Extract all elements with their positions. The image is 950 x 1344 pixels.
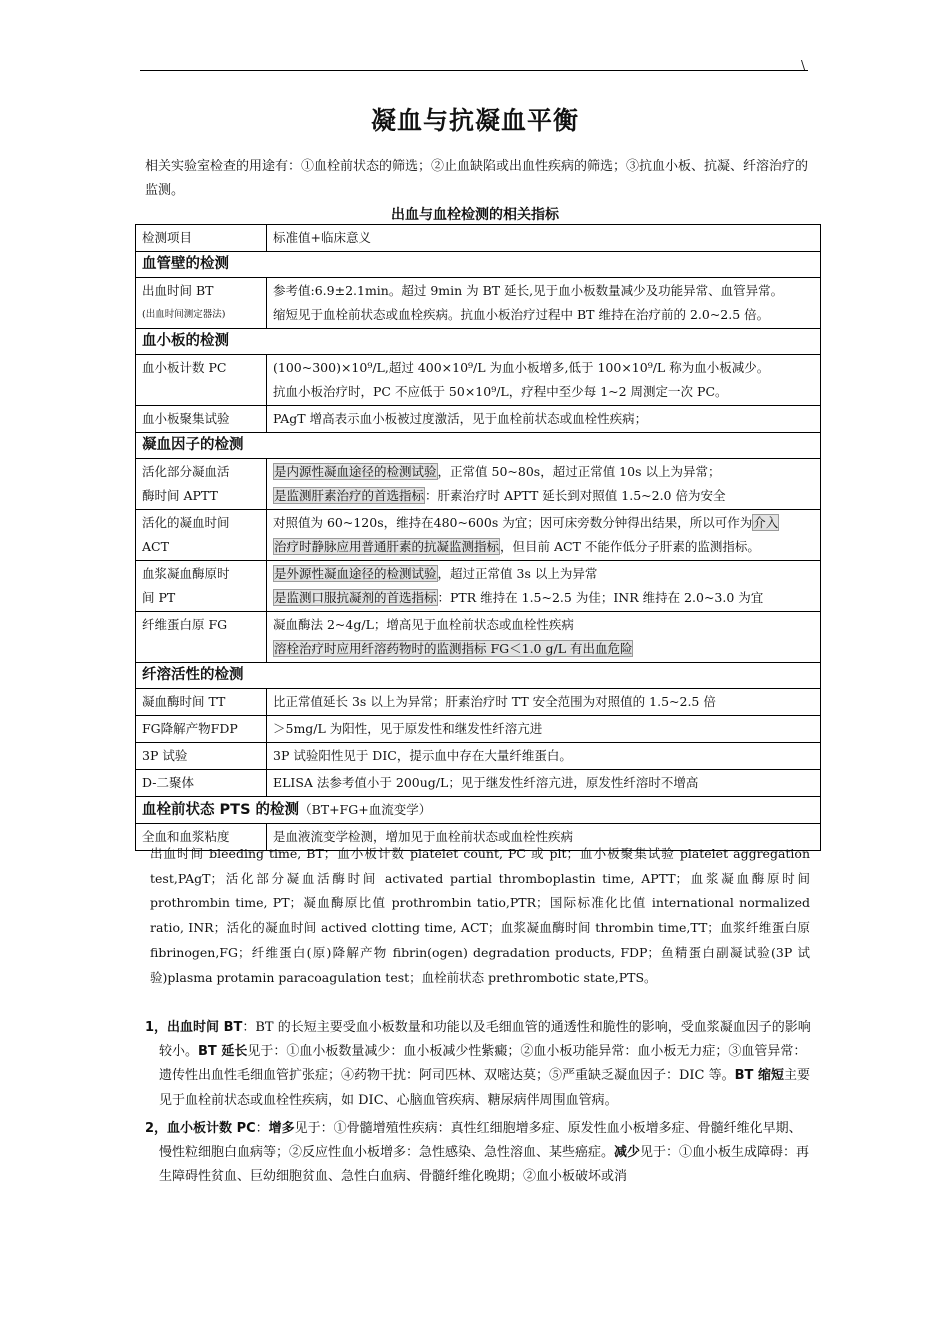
note-item <box>145 1016 813 1113</box>
section-subtitle: （BT+FG+血流变学） <box>299 802 432 817</box>
test-name-cell <box>136 510 267 561</box>
abbreviations-paragraph: 出血时间 bleeding time, BT；血小板计数 platelet count, PC 或 plt；血小板聚集试验 platelet aggregation test,PAgT；活化部分凝血活酶时间 activated partial thromboplastin time, APTT；血浆凝血酶原时间 prothrombin time, PT；凝血酶原比值 prothrombin tatio,PTR；国际标准化比值 international normalized ratio, INR；活化的凝血时间 actived clotting time, ACT；血浆凝血酶时间 thrombin time,TT；血浆纤维蛋白原 fibrinogen,FG；纤维蛋白(原)降解产物 fibrin(ogen) degradation products, FDP；鱼精蛋白副凝试验(3P 试验)plasma protamin paracoagulation test；血栓前状态 prethrombotic state,PTS。 <box>150 846 810 985</box>
test-name-line: 活化的凝血时间 <box>142 515 230 530</box>
test-value-cell <box>267 561 821 612</box>
test-name: 出血时间 BT <box>142 283 214 298</box>
highlighted-text: 是外源性凝血途径的检测试验 <box>274 566 437 581</box>
value-line: (100~300)×10⁹/L,超过 400×10⁹/L 为血小板增多,低于 100×10⁹/L 称为血小板减少。 <box>273 360 770 375</box>
value-text: ，正常值 50~80s，超过正常值 10s 以上为异常； <box>437 464 721 479</box>
highlighted-text: 是监测口服抗凝剂的首选指标 <box>274 590 437 605</box>
section-row <box>136 663 821 689</box>
value-line: 缩短见于血栓前状态或血栓疾病。抗血小板治疗过程中 BT 维持在治疗前的 2.0~2.5 倍。 <box>273 307 770 322</box>
note-label: 1，出血时间 BT <box>145 1020 243 1035</box>
section-row <box>136 329 821 355</box>
table-row <box>136 743 821 770</box>
note-text: 见于：①骨髓增殖性疾病：真性红细胞增多症、原发性血小板增多症、骨髓纤维化早期、慢性粒细胞白血病等；②反应性血小板增多：急性感染、急性溶血、某些癌症。 <box>159 1120 802 1161</box>
page-title: 凝血与抗凝血平衡 <box>370 106 579 135</box>
value-line <box>273 511 814 535</box>
table-row <box>136 406 821 433</box>
test-name: 全血和血浆粘度 <box>136 824 267 851</box>
section-title: 血栓前状态 PTS 的检测 <box>142 802 300 818</box>
test-name-line: 活化部分凝血活 <box>142 464 230 479</box>
value-text: ，但目前 ACT 不能作低分子肝素的监测指标。 <box>500 539 760 554</box>
table-row <box>136 689 821 716</box>
test-method-note: (出血时间测定器法) <box>142 309 226 320</box>
note-label: 减少 <box>614 1145 641 1161</box>
section-row <box>136 797 821 824</box>
highlighted-text: 是内源性凝血途径的检测试验 <box>274 464 437 479</box>
test-value-cell <box>267 612 821 663</box>
test-name: 凝血酶时间 TT <box>136 689 267 716</box>
note-label: 增多 <box>268 1120 295 1136</box>
header-rule <box>140 70 808 71</box>
test-value-cell <box>267 510 821 561</box>
note-item <box>145 1117 813 1190</box>
value-line <box>273 484 814 508</box>
highlighted-text: 溶栓治疗时应用纤溶药物时的监测指标 FG＜1.0 g/L 有出血危险 <box>274 641 633 656</box>
value-text: ：肝素治疗时 APTT 延长到对照值 1.5~2.0 倍为安全 <box>425 488 726 503</box>
value-line <box>273 562 814 586</box>
test-name-cell <box>136 278 267 329</box>
value-text: ，超过正常值 3s 以上为异常 <box>437 566 598 581</box>
test-value: 3P 试验阳性见于 DIC，提示血中存在大量纤维蛋白。 <box>267 743 821 770</box>
value-line: 参考值:6.9±2.1min。超过 9min 为 BT 延长,见于血小板数量减少及功能异常、血管异常。 <box>273 283 784 298</box>
table-row <box>136 561 821 612</box>
test-name: D-二聚体 <box>136 770 267 797</box>
note-text: ： <box>255 1120 269 1136</box>
highlighted-text: 介入 <box>753 515 779 530</box>
value-text: ：PTR 维持在 1.5~2.5 为佳；INR 维持在 2.0~3.0 为宜 <box>437 590 764 605</box>
section-row <box>136 433 821 459</box>
test-name-line: 血浆凝血酶原时 <box>142 566 230 581</box>
test-value-cell <box>267 278 821 329</box>
section-title: 血管壁的检测 <box>136 252 821 278</box>
column-header: 标准值+临床意义 <box>267 225 821 252</box>
section-title-cell <box>136 797 821 824</box>
highlighted-text: 治疗时静脉应用普通肝素的抗凝监测指标 <box>274 539 500 554</box>
note-text: 见于：①血小板生成障碍：再生障碍性贫血、巨幼细胞贫血、急性白血病、骨髓纤维化晚期；②血小板破坏或消 <box>159 1145 810 1185</box>
value-line <box>273 586 814 610</box>
test-name-line: 间 PT <box>142 590 176 605</box>
section-row <box>136 252 821 278</box>
test-name: 3P 试验 <box>136 743 267 770</box>
table-row <box>136 716 821 743</box>
table-row <box>136 459 821 510</box>
table-row <box>136 278 821 329</box>
value-line <box>273 460 814 484</box>
test-value-cell <box>267 355 821 406</box>
table-row <box>136 612 821 663</box>
test-value: PAgT 增高表示血小板被过度激活，见于血栓前状态或血栓性疾病； <box>267 406 821 433</box>
column-header: 检测项目 <box>136 225 267 252</box>
table-row <box>136 770 821 797</box>
table-row <box>136 355 821 406</box>
table-row <box>136 510 821 561</box>
test-name: 血小板计数 PC <box>136 355 267 406</box>
numbered-notes <box>145 1016 813 1193</box>
indicator-table <box>135 224 821 851</box>
test-name-cell <box>136 459 267 510</box>
test-value: ELISA 法参考值小于 200ug/L；见于继发性纤溶亢进，原发性纤溶时不增高 <box>267 770 821 797</box>
test-value-cell <box>267 459 821 510</box>
value-text: 对照值为 60~120s，维持在480~600s 为宜；因可床旁数分钟得出结果，所以可作为 <box>273 515 753 530</box>
header-mark: \ <box>801 58 806 72</box>
test-name: FG降解产物FDP <box>136 716 267 743</box>
section-title: 凝血因子的检测 <box>136 433 821 459</box>
highlighted-text: 是监测肝素治疗的首选指标 <box>274 488 425 503</box>
table-header-row <box>136 225 821 252</box>
value-line <box>273 535 814 559</box>
intro-paragraph: 相关实验室检查的用途有：①血栓前状态的筛选；②止血缺陷或出血性疾病的筛选；③抗血小板、抗凝、纤溶治疗的监测。 <box>145 159 809 198</box>
note-label: BT 缩短 <box>734 1068 784 1084</box>
section-title: 纤溶活性的检测 <box>136 663 821 689</box>
test-value: 是血液流变学检测，增加见于血栓前状态或血栓性疾病 <box>267 824 821 851</box>
value-line: 抗血小板治疗时，PC 不应低于 50×10⁹/L，疗程中至少每 1~2 周测定一次 PC。 <box>273 384 728 399</box>
test-name: 纤维蛋白原 FG <box>136 612 267 663</box>
test-name-line: 酶时间 APTT <box>142 488 218 503</box>
test-value: ＞5mg/L 为阳性，见于原发性和继发性纤溶亢进 <box>267 716 821 743</box>
test-name: 血小板聚集试验 <box>136 406 267 433</box>
test-value: 比正常值延长 3s 以上为异常；肝素治疗时 TT 安全范围为对照值的 1.5~2.5 倍 <box>267 689 821 716</box>
note-label: 2，血小板计数 PC <box>145 1120 256 1136</box>
test-name-line: ACT <box>142 539 169 554</box>
note-label: BT 延长 <box>198 1044 248 1060</box>
value-line: 凝血酶法 2~4g/L；增高见于血栓前状态或血栓性疾病 <box>273 617 574 632</box>
test-name-cell <box>136 561 267 612</box>
note-text: 见于：①血小板数量减少：血小板减少性紫癜；②血小板功能异常：血小板无力症；③血管异常：遗传性出血性毛细血管扩张症；④药物干扰：阿司匹林、双嘧达莫；⑤严重缺乏凝血因子：DIC 等。 <box>159 1044 807 1084</box>
section-title: 血小板的检测 <box>136 329 821 355</box>
value-line <box>273 637 814 661</box>
note-text: ：BT 的长短主要受血小板数量和功能以及毛细血管的通透性和脆性的影响，受血浆凝血因子的影响较小。 <box>159 1020 811 1060</box>
table-title: 出血与血栓检测的相关指标 <box>391 207 559 223</box>
note-text: 主要见于血栓前状态或血栓性疾病，如 DIC、心脑血管疾病、糖尿病伴周围血管病。 <box>159 1068 810 1108</box>
